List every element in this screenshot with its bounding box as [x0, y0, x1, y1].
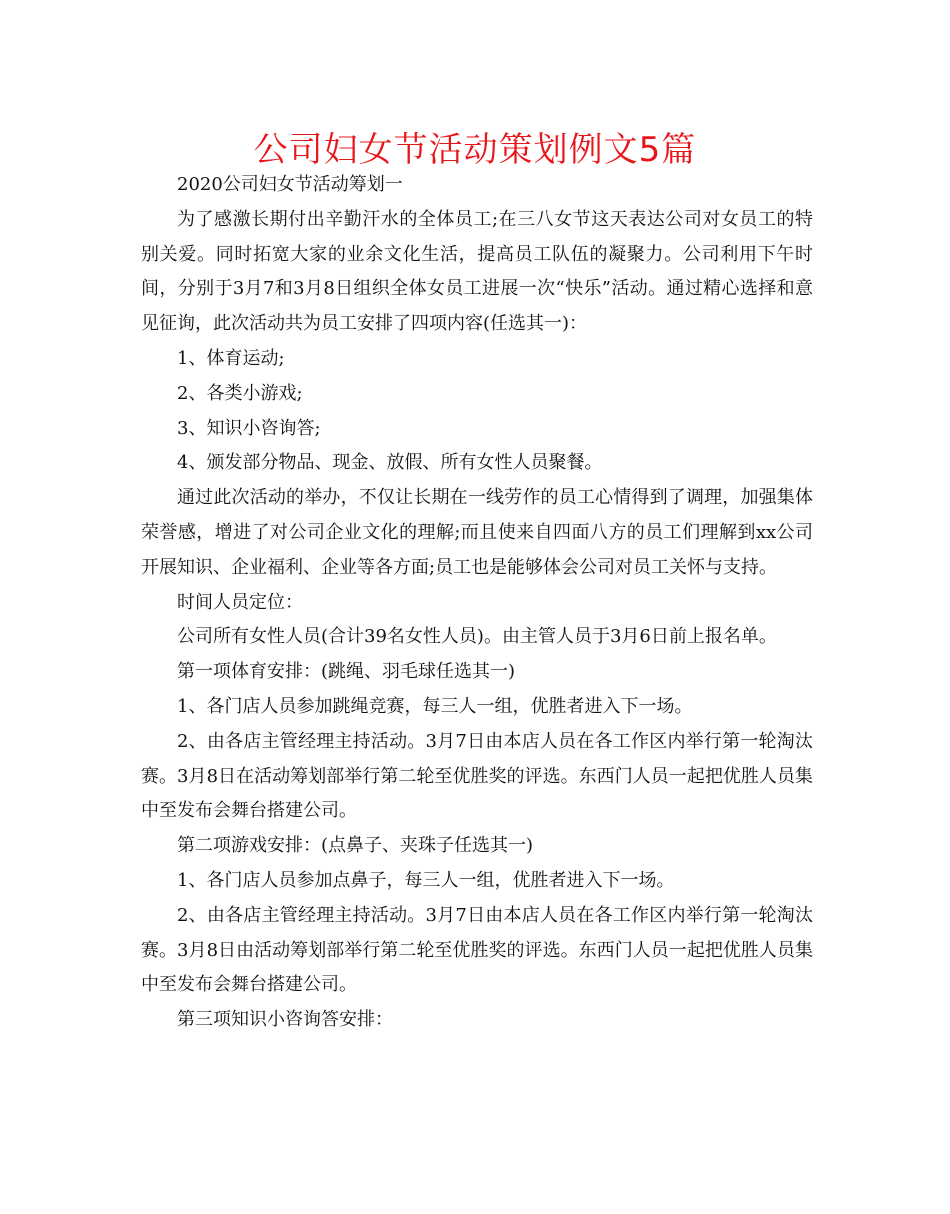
list-item: 3、知识小咨询答;: [177, 417, 321, 439]
paragraph: 为了感激长期付出辛勤汗水的全体员工;在三八女节这天表达公司对女员工的特别关爱。同时拓宽大家的业余文化生活，提高员工队伍的凝聚力。公司利用下午时间，分别于3月7和3月8日组织全体女员工进展一次“快乐”活动。通过精心选择和意见征询，此次活动共为员工安排了四项内容(任选其一)：: [141, 208, 813, 335]
paragraph: 第三项知识小咨询答安排：: [177, 1009, 393, 1031]
list-item: 1、各门店人员参加点鼻子，每三人一组，优胜者进入下一场。: [177, 869, 675, 891]
list-item: 4、颁发部分物品、现金、放假、所有女性人员聚餐。: [177, 452, 603, 474]
paragraph: 公司所有女性人员(合计39名女性人员)。由主管人员于3月6日前上报名单。: [177, 626, 777, 648]
list-item: 2、由各店主管经理主持活动。3月7日由本店人员在各工作区内举行第一轮淘汰赛。3月8日在活动筹划部举行第二轮至优胜奖的评选。东西门人员一起把优胜人员集中至发布会舞台搭建公司。: [141, 730, 813, 822]
document-body: [141, 168, 813, 1038]
list-item: 2、由各店主管经理主持活动。3月7日由本店人员在各工作区内举行第一轮淘汰赛。3月8日由活动筹划部举行第二轮至优胜奖的评选。东西门人员一起把优胜人员集中至发布会舞台搭建公司。: [141, 904, 813, 996]
paragraph: 第二项游戏安排：(点鼻子、夹珠子任选其一): [177, 835, 534, 857]
paragraph: 时间人员定位：: [177, 591, 303, 613]
section-heading: 2020公司妇女节活动筹划一: [177, 174, 403, 195]
list-item: 1、体育运动;: [177, 347, 285, 369]
paragraph: 通过此次活动的举办，不仅让长期在一线劳作的员工心情得到了调理，加强集体荣誉感，增进了对公司企业文化的理解;而且使来自四面八方的员工们理解到xx公司开展知识、企业福利、企业等各方面;员工也是能够体会公司对员工关怀与支持。: [141, 487, 813, 578]
list-item: 2、各类小游戏;: [177, 382, 303, 404]
paragraph: 第一项体育安排：(跳绳、羽毛球任选其一): [177, 661, 516, 683]
document-title: 公司妇女节活动策划例文5篇: [253, 130, 697, 170]
list-item: 1、各门店人员参加跳绳竞赛，每三人一组，优胜者进入下一场。: [177, 695, 693, 717]
